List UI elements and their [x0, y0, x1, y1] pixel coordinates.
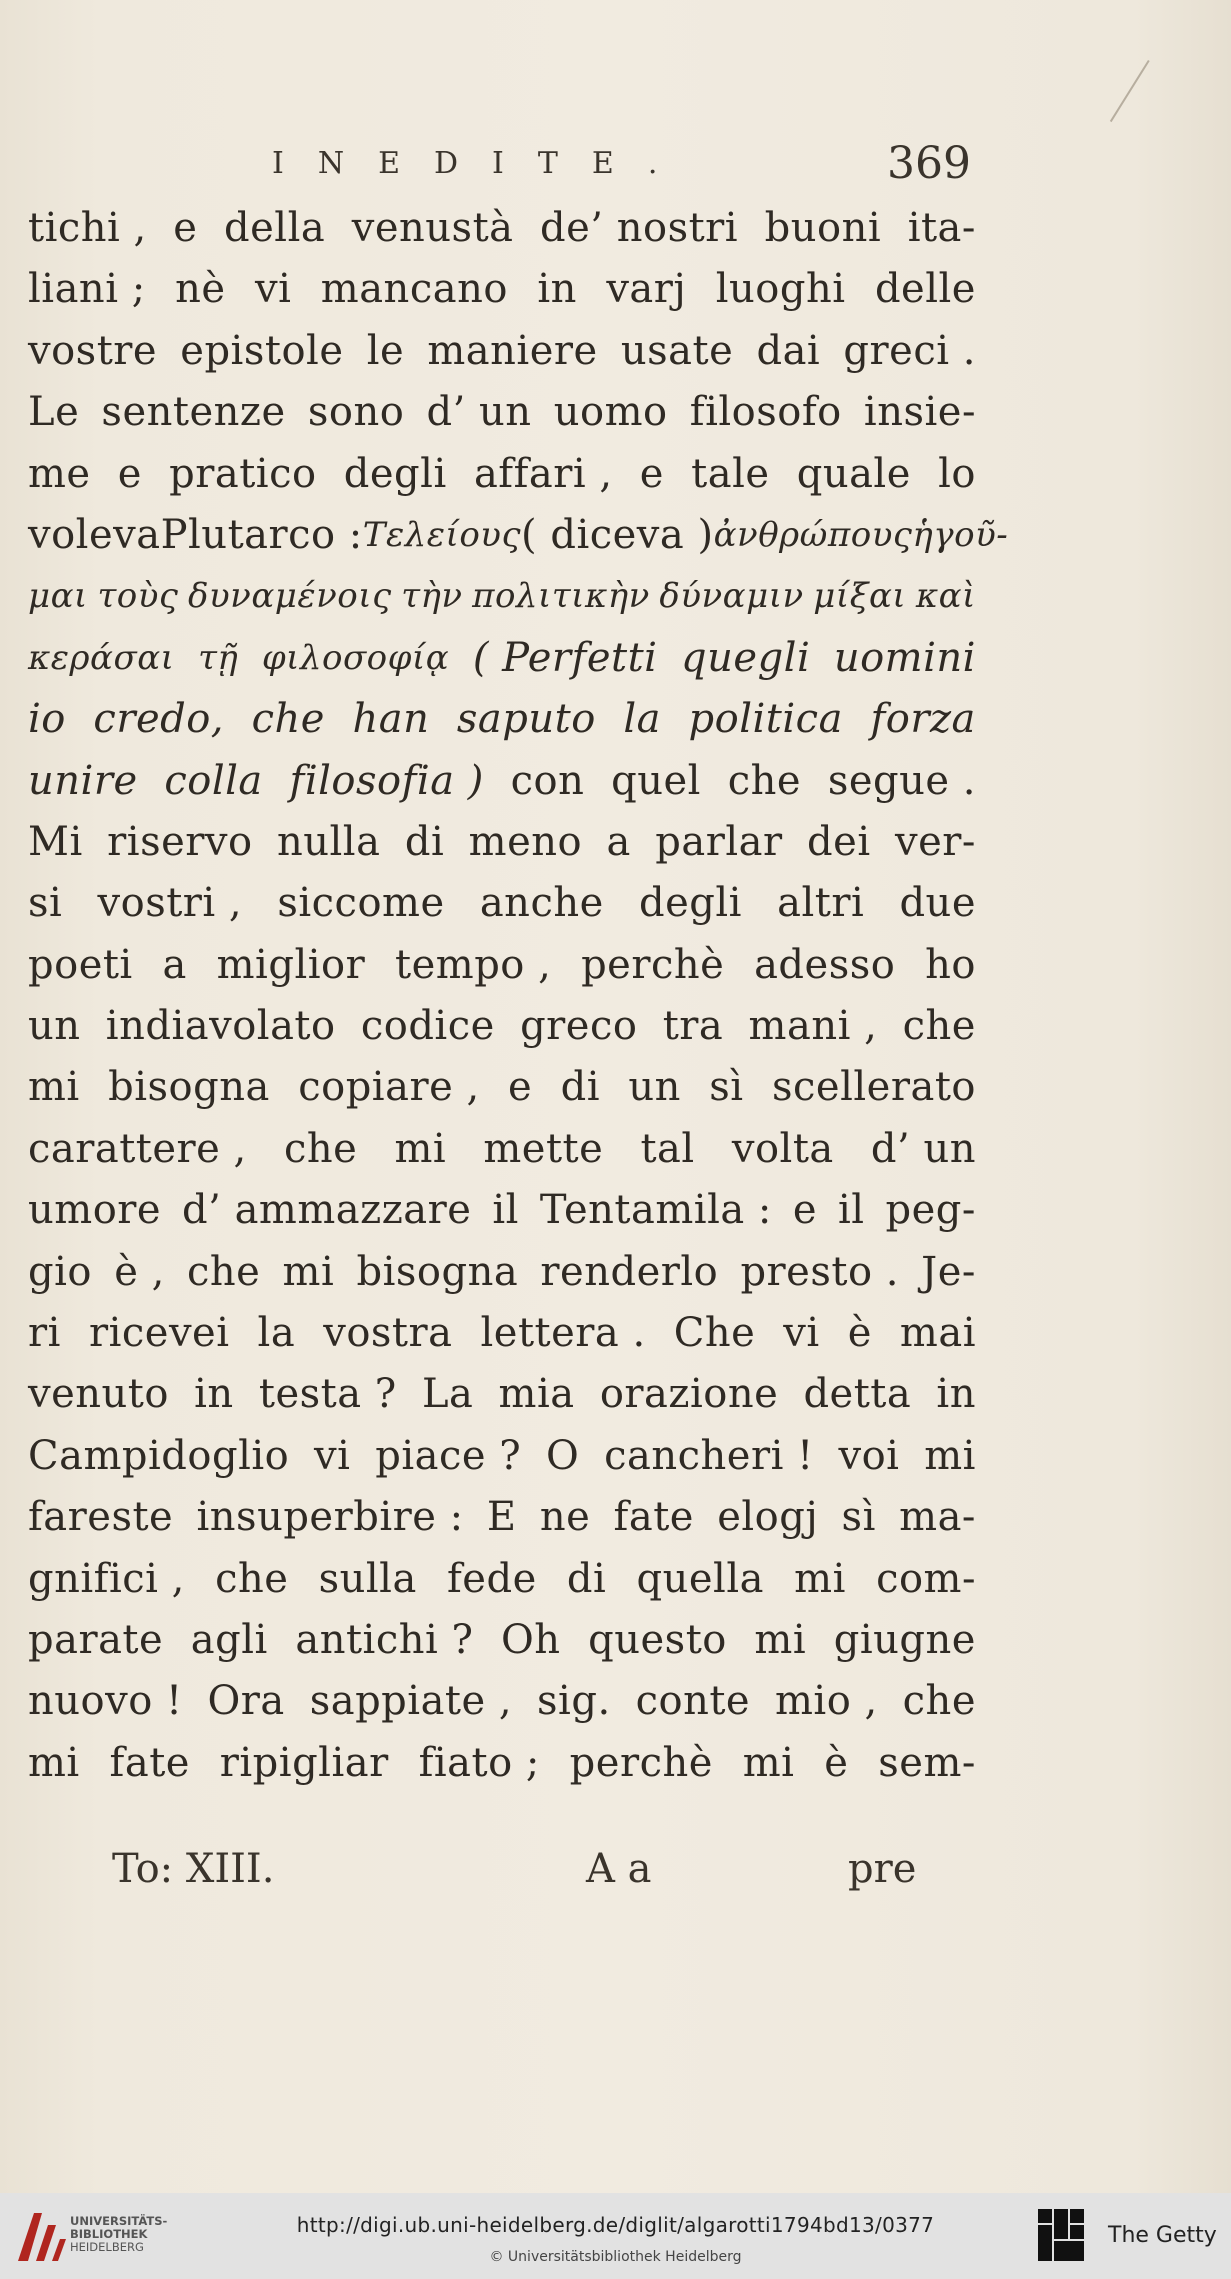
text-line: [28, 1303, 976, 1364]
word: elogj: [717, 1494, 819, 1541]
word: ἡγοῦ-: [912, 514, 1009, 555]
word: mia: [498, 1371, 575, 1418]
word: filosofia ): [289, 757, 484, 804]
signature-mark: A a: [586, 1846, 652, 1892]
word: La: [421, 1371, 474, 1418]
word: che: [902, 1678, 976, 1725]
text-line: [28, 1364, 976, 1425]
word: sentenze: [101, 389, 286, 436]
word: O: [546, 1432, 580, 1479]
word: varj: [606, 266, 687, 313]
text-line: [28, 873, 976, 934]
word: umore: [28, 1187, 162, 1234]
word: codice: [360, 1003, 495, 1050]
word: de’ nostri: [540, 205, 739, 251]
text-line: [28, 1733, 976, 1794]
word: indiavolato: [105, 1003, 336, 1050]
word: ita-: [907, 205, 976, 251]
word: lo: [938, 450, 976, 497]
text-line: [28, 812, 976, 873]
word: scellerato: [771, 1064, 976, 1111]
word: miglior: [216, 941, 366, 988]
word: orazione: [599, 1371, 779, 1418]
word: sappiate ,: [309, 1678, 513, 1725]
word: Che: [673, 1310, 756, 1357]
word: me: [28, 450, 91, 497]
word: mani ,: [748, 1003, 878, 1050]
word: lettera .: [480, 1310, 646, 1357]
word: τῇ: [198, 637, 239, 678]
word: che: [215, 1555, 289, 1602]
word: nè: [175, 266, 226, 313]
word: greco: [520, 1003, 638, 1050]
word: fareste: [28, 1494, 174, 1541]
word: venuto: [28, 1371, 169, 1418]
word: affari ,: [473, 450, 613, 497]
word: in: [936, 1371, 976, 1418]
word: ver-: [895, 818, 976, 865]
word: ma-: [899, 1494, 976, 1541]
word: mio ,: [775, 1678, 878, 1725]
word: Oh: [501, 1616, 561, 1663]
partner-name: The Getty: [1108, 2223, 1217, 2248]
word: che: [251, 696, 325, 743]
running-head: [0, 138, 1231, 198]
word: vi: [254, 266, 292, 313]
word: mi: [754, 1616, 807, 1663]
word: unire: [28, 757, 138, 804]
running-title: INEDITE.: [272, 146, 692, 181]
text-line: [28, 1671, 976, 1732]
text-line: [28, 1487, 976, 1548]
word: πολιτικὴν: [472, 576, 650, 617]
word: Mi: [28, 818, 83, 865]
word: quella: [636, 1555, 764, 1602]
word: carattere ,: [28, 1125, 247, 1172]
word: politica: [688, 696, 843, 743]
page-corner-mark: [1110, 60, 1150, 122]
word: delle: [874, 266, 976, 313]
word: ( diceva ): [521, 511, 714, 558]
word: di: [404, 818, 445, 865]
word: mancano: [320, 266, 508, 313]
word: degli: [638, 880, 742, 927]
word: fate: [613, 1494, 694, 1541]
word: vostra: [323, 1310, 453, 1357]
word: μίξαι: [813, 576, 907, 617]
word: greci .: [843, 327, 976, 374]
word: Ora: [207, 1678, 285, 1725]
text-line: [28, 566, 976, 627]
text-line: [28, 1242, 976, 1303]
word: e: [117, 450, 142, 497]
word: luoghi: [715, 266, 846, 313]
word: d’ un: [870, 1125, 976, 1172]
text-line: [28, 996, 976, 1057]
word: φιλοσοφίᾳ: [261, 637, 450, 678]
word: renderlo: [540, 1248, 719, 1295]
word: che: [902, 1003, 976, 1050]
word: degli: [343, 450, 447, 497]
word: vi: [314, 1432, 351, 1479]
word: giugne: [833, 1616, 976, 1663]
word: tempo ,: [395, 941, 552, 988]
word: tal: [640, 1125, 695, 1172]
body-text: [28, 198, 1009, 1794]
word: τὴν: [401, 576, 463, 617]
word: antichi ?: [295, 1616, 474, 1663]
word: gio: [28, 1248, 92, 1295]
word: copiare ,: [298, 1064, 480, 1111]
word: Campidoglio: [28, 1432, 290, 1479]
library-name: UNIVERSITÄTS- BIBLIOTHEK HEIDELBERG: [70, 2214, 168, 2254]
word: poeti: [28, 941, 133, 988]
word: mi: [924, 1432, 976, 1479]
word: credo,: [93, 696, 225, 743]
footer-bar: [0, 2193, 1231, 2279]
text-line: [28, 1180, 976, 1241]
word: δυναμένοις: [188, 576, 392, 617]
word: ricevei: [88, 1310, 230, 1357]
copyright-notice: © Universitätsbibliothek Heidelberg: [489, 2249, 742, 2265]
word: vostre: [28, 327, 158, 374]
word: ripigliar: [219, 1739, 389, 1786]
word: quegli: [681, 634, 811, 681]
word: perchè: [581, 941, 725, 988]
word: nulla: [276, 818, 381, 865]
word: pratico: [169, 450, 317, 497]
word: il: [492, 1187, 519, 1234]
word: bisogna: [108, 1064, 270, 1111]
word: mi: [28, 1739, 80, 1786]
word: la: [623, 696, 661, 743]
word: conte: [635, 1678, 751, 1725]
word: insuperbire :: [196, 1494, 464, 1541]
word: buoni: [764, 205, 882, 251]
word: che: [727, 757, 802, 804]
word: Plutarco :: [160, 511, 363, 558]
text-line: [28, 444, 976, 505]
word: un: [628, 1064, 681, 1111]
word: ( Perfetti: [472, 634, 658, 681]
word: della: [224, 205, 326, 251]
word: dai: [756, 327, 821, 374]
word: siccome: [277, 880, 445, 927]
word: bisogna: [356, 1248, 519, 1295]
word: fede: [446, 1555, 537, 1602]
word: un: [28, 1003, 81, 1050]
word: a: [162, 941, 187, 988]
text-line: [28, 689, 976, 750]
word: sono: [307, 389, 405, 436]
word: sì: [841, 1494, 876, 1541]
word: δύναμιν: [659, 576, 804, 617]
word: insie-: [863, 389, 976, 436]
word: di: [566, 1555, 607, 1602]
word: adesso: [754, 941, 896, 988]
word: sig.: [537, 1678, 611, 1725]
signature-line: [0, 1846, 1231, 1906]
word: agli: [190, 1616, 268, 1663]
word: le: [366, 327, 405, 374]
word: testa ?: [258, 1371, 397, 1418]
word: dei: [807, 818, 871, 865]
word: τοὺς: [97, 576, 179, 617]
word: riservo: [107, 818, 253, 865]
word: usate: [620, 327, 734, 374]
text-line: [28, 1610, 976, 1671]
word: parlar: [655, 818, 783, 865]
word: io: [28, 696, 66, 743]
word: maniere: [427, 327, 598, 374]
word: con: [510, 757, 585, 804]
word: d’ un: [426, 389, 532, 436]
word: ri: [28, 1310, 61, 1357]
word: κεράσαι: [28, 637, 175, 678]
word: detta: [803, 1371, 912, 1418]
word: uomo: [553, 389, 668, 436]
word: tale: [691, 450, 770, 497]
word: volta: [731, 1125, 834, 1172]
text-line: [28, 505, 1009, 566]
word: d’ ammazzare: [182, 1187, 472, 1234]
word: la: [257, 1310, 296, 1357]
word: quel: [611, 757, 701, 804]
word: Τελείους: [362, 514, 522, 555]
word: in: [194, 1371, 234, 1418]
word: il: [837, 1187, 865, 1234]
word: Le: [28, 389, 80, 436]
word: sulla: [318, 1555, 417, 1602]
word: è: [847, 1310, 872, 1357]
word: mi: [28, 1064, 80, 1111]
word: E: [486, 1494, 517, 1541]
word: μαι: [28, 576, 88, 617]
word: presto .: [740, 1248, 899, 1295]
word: mi: [282, 1248, 335, 1295]
word: che: [283, 1125, 358, 1172]
word: voi: [838, 1432, 900, 1479]
word: filosofo: [689, 389, 842, 436]
word: vostri ,: [97, 880, 243, 927]
word: venustà: [351, 205, 514, 251]
word: forza: [870, 696, 976, 743]
word: com-: [876, 1555, 976, 1602]
word: nuovo !: [28, 1678, 183, 1725]
text-line: [28, 751, 976, 812]
word: altri: [777, 880, 865, 927]
word: meno: [468, 818, 583, 865]
word: ne: [539, 1494, 591, 1541]
word: in: [537, 266, 577, 313]
word: καὶ: [915, 576, 976, 617]
word: e: [173, 205, 198, 251]
word: è: [824, 1739, 849, 1786]
text-line: [28, 259, 976, 320]
page-number: 369: [887, 138, 971, 189]
catchword: pre: [848, 1846, 917, 1892]
word: segue .: [827, 757, 976, 804]
text-line: [28, 321, 976, 382]
word: due: [899, 880, 976, 927]
word: peg-: [885, 1187, 976, 1234]
text-line: [28, 198, 976, 259]
word: tra: [662, 1003, 724, 1050]
getty-logo-icon: [1036, 2207, 1088, 2265]
word: perchè: [569, 1739, 713, 1786]
word: epistole: [180, 327, 344, 374]
word: e: [639, 450, 664, 497]
text-line: [28, 628, 976, 689]
word: tichi ,: [28, 205, 147, 251]
word: di: [560, 1064, 600, 1111]
word: e: [792, 1187, 818, 1234]
word: che: [187, 1248, 261, 1295]
word: Je-: [921, 1248, 976, 1295]
word: cancheri !: [604, 1432, 814, 1479]
word: vi: [783, 1310, 820, 1357]
word: sem-: [878, 1739, 976, 1786]
word: mette: [483, 1125, 604, 1172]
word: voleva: [28, 511, 161, 558]
word: si: [28, 880, 63, 927]
word: liani ;: [28, 266, 146, 313]
word: mai: [899, 1310, 976, 1357]
text-line: [28, 935, 976, 996]
word: han: [352, 696, 430, 743]
text-line: [28, 382, 976, 443]
word: ho: [925, 941, 976, 988]
word: anche: [479, 880, 604, 927]
word: quale: [796, 450, 911, 497]
text-line: [28, 1549, 976, 1610]
text-line: [28, 1119, 976, 1180]
word: mi: [394, 1125, 447, 1172]
word: fate: [109, 1739, 190, 1786]
word: parate: [28, 1616, 164, 1663]
word: a: [606, 818, 631, 865]
word: ἀνθρώπους: [713, 514, 913, 555]
text-line: [28, 1057, 976, 1118]
word: gnifici ,: [28, 1555, 185, 1602]
word: saputo: [456, 696, 596, 743]
word: uomini: [833, 634, 976, 681]
word: è ,: [114, 1248, 165, 1295]
volume-mark: To: XIII.: [112, 1846, 275, 1892]
word: mi: [794, 1555, 846, 1602]
source-url-link[interactable]: http://digi.ub.uni-heidelberg.de/diglit/algarotti1794bd13/0377: [296, 2213, 935, 2237]
word: sì: [709, 1064, 744, 1111]
word: piace ?: [375, 1432, 522, 1479]
word: colla: [164, 757, 263, 804]
word: fiato ;: [418, 1739, 540, 1786]
word: Tentamila :: [539, 1187, 772, 1234]
text-line: [28, 1426, 976, 1487]
word: questo: [588, 1616, 727, 1663]
word: mi: [742, 1739, 795, 1786]
word: e: [508, 1064, 533, 1111]
